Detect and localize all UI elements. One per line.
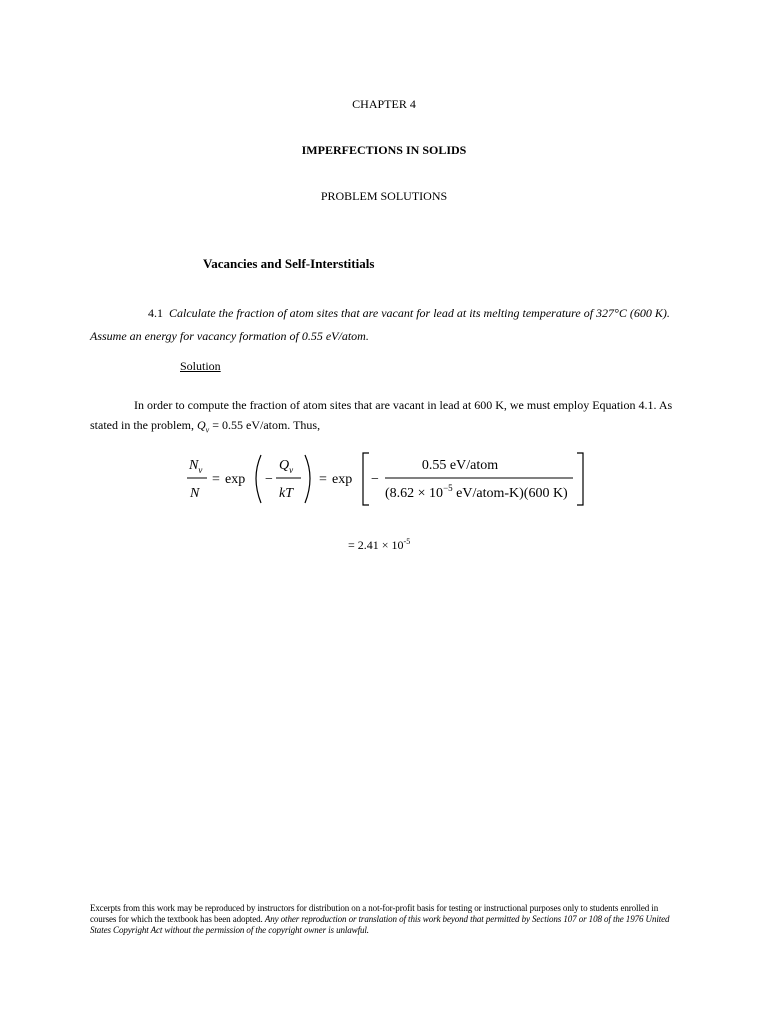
copyright-footer bbox=[90, 903, 680, 936]
equation-result: = $2.41 \times 10^{-5}$ bbox=[348, 537, 411, 552]
eq-equals-2: = bbox=[319, 472, 327, 487]
eq-minus-2: − bbox=[371, 472, 379, 487]
eq-exp-2: exp bbox=[332, 472, 353, 487]
problem-text: Calculate the fraction of atom sites that are vacant for lead at its melting temperature of 327°C (600 K). Assume an energy for vacancy formation of 0.55 eV/atom. bbox=[90, 306, 670, 343]
eq-left-bracket bbox=[363, 453, 369, 505]
eq-lhs-denominator: N bbox=[190, 486, 200, 501]
problem-statement bbox=[90, 302, 688, 348]
eq-denominator: ($8.62 \times 10^{-5}$ eV/atom-K)(600 K) bbox=[385, 483, 568, 501]
solution-text-b: = 0.55 eV/atom. Thus, bbox=[209, 418, 321, 432]
eq-q: $Q_v$ bbox=[279, 458, 294, 475]
chapter-title: IMPERFECTIONS IN SOLIDS bbox=[301, 143, 467, 157]
solution-text-a: In order to compute the fraction of atom sites that are vacant in lead at 600 K, we must employ Equation 4.1. As stated in the problem, bbox=[90, 398, 673, 432]
eq-exp-1: exp bbox=[225, 472, 246, 487]
solution-paragraph bbox=[90, 395, 688, 440]
eq-minus-1: − bbox=[265, 472, 273, 487]
solution-label: Solution bbox=[180, 359, 221, 373]
eq-left-paren bbox=[256, 455, 261, 503]
eq-kt: kT bbox=[279, 486, 293, 501]
section-heading: Vacancies and Self-Interstitials bbox=[203, 256, 375, 271]
eq-equals-1: = bbox=[212, 472, 220, 487]
eq-numerator: 0.55 eV/atom bbox=[421, 458, 499, 473]
vacancy-equation bbox=[185, 445, 605, 515]
eq-right-paren bbox=[305, 455, 310, 503]
problem-number: 4.1 bbox=[148, 306, 163, 320]
q-symbol: $Q_v$ bbox=[196, 418, 210, 435]
chapter-heading: CHAPTER 4 bbox=[352, 97, 416, 111]
footer-italic-text: Any other reproduction or translation of this work beyond that permitted by Sections 107 or 108 of the 1976 United States Copyright Act without the permission of the copyright owner is unlawful. bbox=[90, 914, 670, 935]
eq-lhs-numerator: $N_v$ bbox=[189, 458, 203, 475]
eq-right-bracket bbox=[577, 453, 583, 505]
chapter-subtitle: PROBLEM SOLUTIONS bbox=[320, 189, 448, 203]
footer-text: Excerpts from this work may be reproduced by instructors for distribution on a not-for-profit basis for testing or instructional purposes only to students enrolled in courses for which the textbook has been adopted. bbox=[90, 903, 659, 924]
